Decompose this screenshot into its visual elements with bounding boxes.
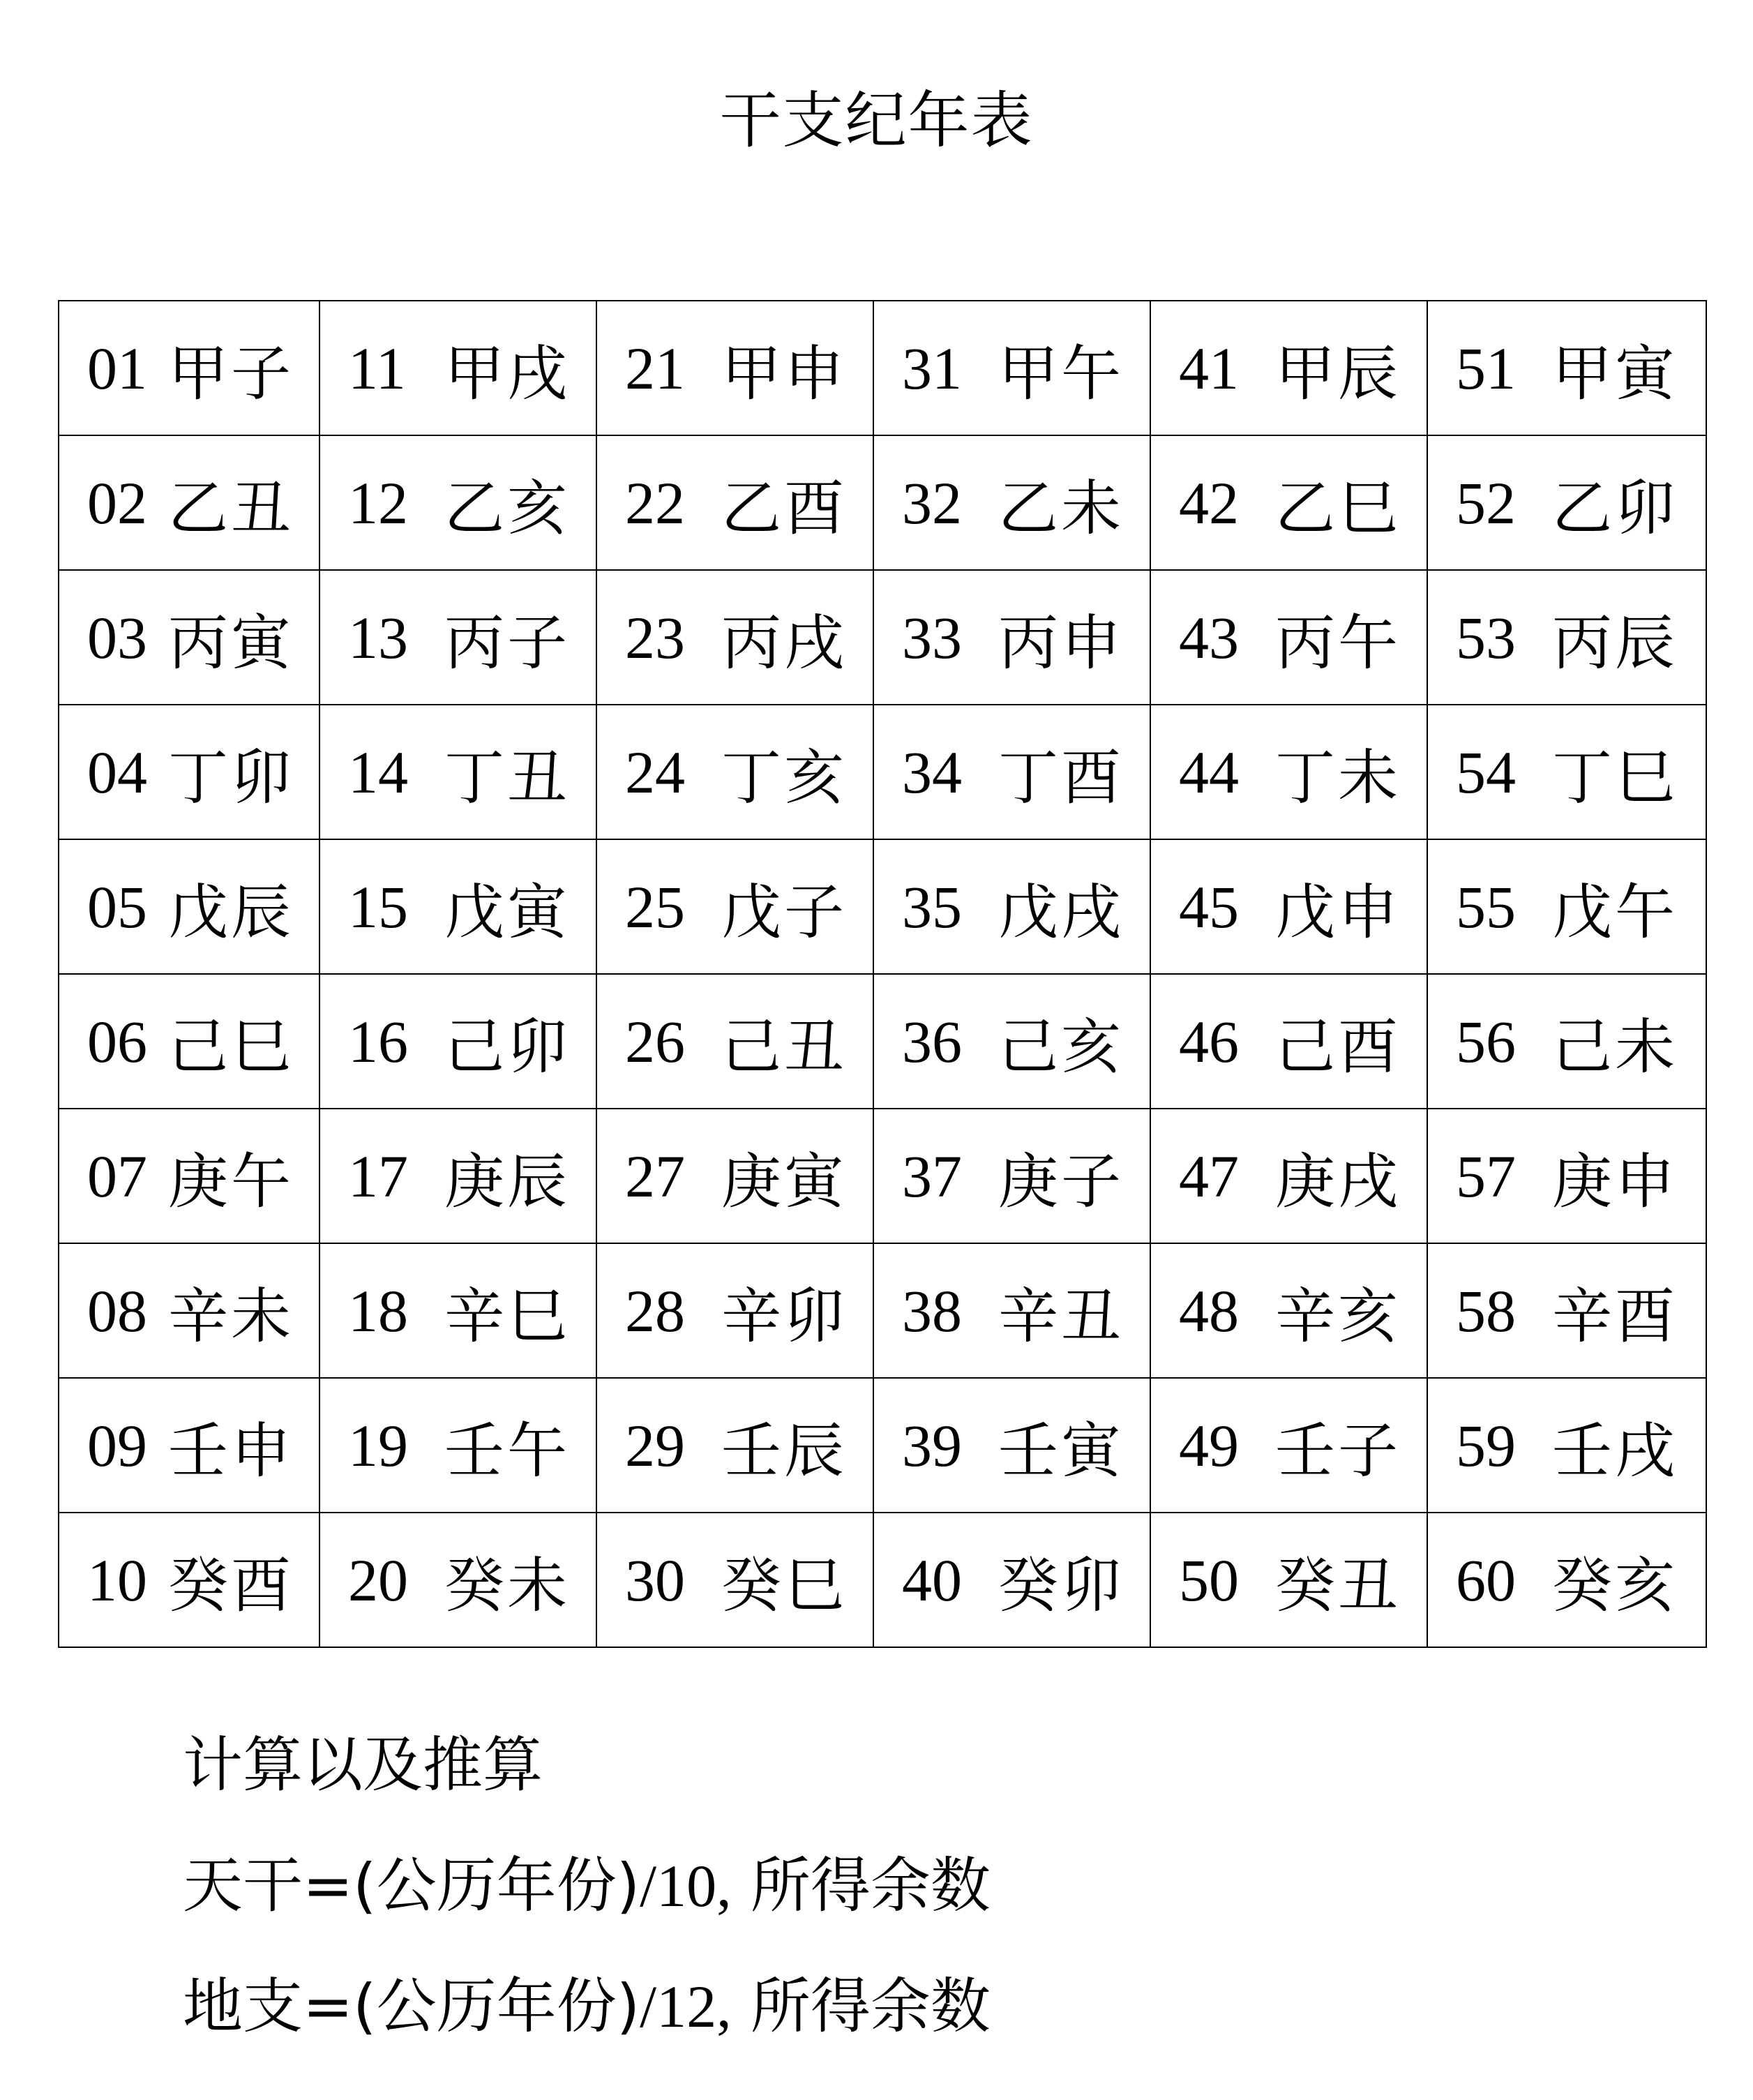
notes-heading: 计算以及推算	[183, 1730, 543, 1800]
ganzhi-name: 癸亥	[1552, 1550, 1678, 1621]
cell-content	[1428, 840, 1706, 973]
cell-content	[597, 975, 873, 1108]
table-row	[59, 570, 1706, 705]
ganzhi-name: 辛卯	[721, 1281, 847, 1351]
ganzhi-name: 丁未	[1275, 742, 1401, 813]
ganzhi-name: 庚戌	[1275, 1146, 1401, 1217]
tiangan-formula-prefix: 天干=(公历年份)	[183, 1851, 640, 1921]
cycle-number: 22	[625, 469, 685, 537]
cycle-number: 41	[1179, 334, 1239, 402]
cell-content	[874, 840, 1150, 973]
cycle-number: 44	[1179, 738, 1239, 806]
cell-content	[59, 1244, 319, 1377]
cycle-number: 55	[1456, 873, 1516, 940]
table-cell	[1427, 1513, 1706, 1647]
table-cell	[873, 974, 1150, 1109]
ganzhi-name: 乙卯	[1552, 473, 1678, 543]
cycle-number: 06	[87, 1007, 147, 1075]
cycle-number: 45	[1179, 873, 1239, 940]
table-cell	[1427, 570, 1706, 705]
cycle-number: 11	[348, 334, 406, 402]
cycle-number: 23	[625, 603, 685, 671]
cycle-number: 29	[625, 1411, 685, 1479]
cycle-number: 37	[902, 1142, 962, 1210]
cell-content	[1151, 1513, 1427, 1647]
cycle-number: 13	[348, 603, 408, 671]
ganzhi-name: 丙子	[444, 608, 570, 678]
table-cell	[319, 1513, 596, 1647]
ganzhi-name: 壬申	[168, 1416, 294, 1486]
table-row	[59, 1513, 1706, 1647]
table-cell	[319, 974, 596, 1109]
cell-content	[1151, 436, 1427, 569]
cycle-number: 43	[1179, 603, 1239, 671]
cell-content	[59, 301, 319, 435]
table-cell	[596, 570, 873, 705]
cycle-number: 50	[1179, 1546, 1239, 1614]
ganzhi-name: 丁卯	[168, 742, 294, 813]
cell-content	[1151, 1244, 1427, 1377]
table-cell	[59, 570, 319, 705]
table-cell	[319, 1243, 596, 1378]
cell-content	[597, 571, 873, 704]
ganzhi-name: 庚子	[998, 1146, 1124, 1217]
cell-content	[59, 571, 319, 704]
cell-content	[1428, 436, 1706, 569]
cycle-number: 02	[87, 469, 147, 537]
cell-content	[597, 840, 873, 973]
cell-content	[597, 1109, 873, 1243]
table-row	[59, 974, 1706, 1109]
cycle-number: 07	[87, 1142, 147, 1210]
table-cell	[1150, 301, 1427, 435]
table-cell	[596, 301, 873, 435]
ganzhi-name: 丁亥	[721, 742, 847, 813]
cell-content	[597, 301, 873, 435]
dizhi-formula	[183, 1972, 991, 2041]
cell-content	[1151, 840, 1427, 973]
table-cell	[59, 301, 319, 435]
cell-content	[1151, 1109, 1427, 1243]
ganzhi-name: 辛亥	[1275, 1281, 1401, 1351]
table-cell	[1427, 1109, 1706, 1243]
cycle-number: 54	[1456, 738, 1516, 806]
table-row	[59, 301, 1706, 435]
ganzhi-name: 丙申	[998, 608, 1124, 678]
cell-content	[59, 975, 319, 1108]
table-cell	[1427, 435, 1706, 570]
cycle-number: 01	[87, 334, 147, 402]
cycle-number: 14	[348, 738, 408, 806]
page-title: 干支纪年表	[719, 84, 1034, 156]
cell-content	[1428, 705, 1706, 839]
cycle-number: 21	[625, 334, 685, 402]
cell-content	[1428, 1109, 1706, 1243]
cycle-number: 27	[625, 1142, 685, 1210]
cell-content	[874, 1109, 1150, 1243]
cell-content	[1428, 571, 1706, 704]
table-cell	[1150, 974, 1427, 1109]
table-cell	[873, 1378, 1150, 1513]
cycle-number: 26	[625, 1007, 685, 1075]
cell-content	[320, 1513, 596, 1647]
table-cell	[873, 301, 1150, 435]
cycle-number: 42	[1179, 469, 1239, 537]
dizhi-formula-prefix: 地支=(公历年份)	[183, 1972, 640, 2041]
cell-content	[1151, 705, 1427, 839]
cell-content	[874, 1379, 1150, 1512]
ganzhi-name: 丙午	[1275, 608, 1401, 678]
cycle-number: 18	[348, 1277, 408, 1344]
cycle-number: 40	[902, 1546, 962, 1614]
cycle-number: 30	[625, 1546, 685, 1614]
table-cell	[596, 1109, 873, 1243]
cycle-number: 16	[348, 1007, 408, 1075]
cell-content	[320, 1244, 596, 1377]
ganzhi-name: 戊戌	[998, 877, 1124, 947]
cell-content	[597, 705, 873, 839]
ganzhi-name: 丙戌	[721, 608, 847, 678]
cycle-number: 19	[348, 1411, 408, 1479]
cycle-number: 58	[1456, 1277, 1516, 1344]
table-body	[59, 301, 1706, 1647]
ganzhi-name: 癸酉	[168, 1550, 294, 1621]
ganzhi-name: 丙辰	[1552, 608, 1678, 678]
table-cell	[319, 705, 596, 839]
table-cell	[1427, 839, 1706, 974]
cycle-number: 12	[348, 469, 408, 537]
cell-content	[1428, 1513, 1706, 1647]
table-cell	[1150, 1513, 1427, 1647]
table-cell	[1150, 570, 1427, 705]
table-row	[59, 705, 1706, 839]
cycle-number: 09	[87, 1411, 147, 1479]
ganzhi-name: 乙酉	[721, 473, 847, 543]
table-cell	[1150, 705, 1427, 839]
cycle-number: 33	[902, 603, 962, 671]
ganzhi-name: 癸卯	[998, 1550, 1124, 1621]
ganzhi-name: 甲申	[721, 338, 847, 409]
cell-content	[1151, 571, 1427, 704]
cell-content	[1428, 975, 1706, 1108]
cycle-number: 20	[348, 1546, 408, 1614]
cycle-number: 48	[1179, 1277, 1239, 1344]
cycle-number: 56	[1456, 1007, 1516, 1075]
ganzhi-name: 辛巳	[444, 1281, 570, 1351]
ganzhi-name: 庚申	[1552, 1146, 1678, 1217]
cycle-number: 31	[902, 334, 962, 402]
table-cell	[319, 570, 596, 705]
table-cell	[1427, 705, 1706, 839]
ganzhi-name: 乙亥	[444, 473, 570, 543]
table-row	[59, 1109, 1706, 1243]
cycle-number: 39	[902, 1411, 962, 1479]
cell-content	[320, 975, 596, 1108]
table-cell	[59, 839, 319, 974]
cell-content	[1428, 1379, 1706, 1512]
cycle-number: 47	[1179, 1142, 1239, 1210]
tiangan-formula-divisor: /10,	[640, 1852, 732, 1919]
cycle-number: 17	[348, 1142, 408, 1210]
table-cell	[596, 974, 873, 1109]
cell-content	[1151, 1379, 1427, 1512]
cell-content	[597, 1379, 873, 1512]
cell-content	[874, 436, 1150, 569]
cycle-number: 34	[902, 738, 962, 806]
cell-content	[59, 1513, 319, 1647]
table-cell	[1150, 839, 1427, 974]
ganzhi-name: 丁巳	[1552, 742, 1678, 813]
table-cell	[873, 839, 1150, 974]
ganzhi-name: 丁丑	[444, 742, 570, 813]
ganzhi-name: 戊子	[721, 877, 847, 947]
table-cell	[1150, 435, 1427, 570]
table-row	[59, 839, 1706, 974]
table-cell	[59, 1513, 319, 1647]
cycle-number: 15	[348, 873, 408, 940]
cell-content	[59, 1109, 319, 1243]
table-cell	[873, 1513, 1150, 1647]
table-cell	[1427, 301, 1706, 435]
cycle-number: 32	[902, 469, 962, 537]
table-cell	[59, 1243, 319, 1378]
cycle-number: 49	[1179, 1411, 1239, 1479]
table-cell	[873, 1243, 1150, 1378]
table-cell	[1427, 1378, 1706, 1513]
cycle-number: 04	[87, 738, 147, 806]
table-cell	[319, 435, 596, 570]
table-cell	[319, 1378, 596, 1513]
cycle-number: 46	[1179, 1007, 1239, 1075]
table-cell	[319, 301, 596, 435]
table-row	[59, 435, 1706, 570]
cell-content	[320, 1109, 596, 1243]
cell-content	[597, 1513, 873, 1647]
table-cell	[596, 1513, 873, 1647]
cycle-number: 36	[902, 1007, 962, 1075]
ganzhi-name: 癸巳	[721, 1550, 847, 1621]
cycle-number: 05	[87, 873, 147, 940]
table-cell	[873, 435, 1150, 570]
cell-content	[874, 1513, 1150, 1647]
cycle-number: 53	[1456, 603, 1516, 671]
ganzhi-name: 甲寅	[1552, 338, 1678, 409]
cycle-number: 08	[87, 1277, 147, 1344]
cell-content	[59, 840, 319, 973]
cell-content	[320, 840, 596, 973]
dizhi-formula-divisor: /12,	[640, 1973, 732, 2040]
cycle-number: 59	[1456, 1411, 1516, 1479]
table-cell	[873, 1109, 1150, 1243]
tiangan-formula	[183, 1851, 991, 1921]
ganzhi-name: 戊辰	[168, 877, 294, 947]
ganzhi-name: 辛酉	[1552, 1281, 1678, 1351]
table-cell	[1427, 974, 1706, 1109]
cycle-number: 28	[625, 1277, 685, 1344]
cycle-number: 38	[902, 1277, 962, 1344]
ganzhi-name: 癸未	[444, 1550, 570, 1621]
ganzhi-name: 甲子	[168, 338, 294, 409]
cell-content	[874, 975, 1150, 1108]
cell-content	[1151, 975, 1427, 1108]
ganzhi-name: 甲午	[998, 338, 1124, 409]
cycle-number: 25	[625, 873, 685, 940]
ganzhi-name: 辛丑	[998, 1281, 1124, 1351]
ganzhi-name: 己亥	[998, 1012, 1124, 1082]
ganzhi-name: 乙巳	[1275, 473, 1401, 543]
ganzhi-name: 庚辰	[444, 1146, 570, 1217]
cell-content	[320, 1379, 596, 1512]
cell-content	[59, 705, 319, 839]
table-cell	[1150, 1109, 1427, 1243]
cell-content	[597, 436, 873, 569]
ganzhi-name: 己卯	[444, 1012, 570, 1082]
table-cell	[59, 435, 319, 570]
cell-content	[597, 1244, 873, 1377]
table-row	[59, 1243, 1706, 1378]
cell-content	[874, 571, 1150, 704]
cell-content	[1428, 301, 1706, 435]
ganzhi-name: 己丑	[721, 1012, 847, 1082]
table-cell	[873, 570, 1150, 705]
ganzhi-name: 壬子	[1275, 1416, 1401, 1486]
ganzhi-name: 庚午	[168, 1146, 294, 1217]
table-cell	[873, 705, 1150, 839]
table-cell	[1150, 1243, 1427, 1378]
cell-content	[59, 436, 319, 569]
table-row	[59, 1378, 1706, 1513]
cycle-number: 60	[1456, 1546, 1516, 1614]
table-cell	[59, 1378, 319, 1513]
cell-content	[874, 705, 1150, 839]
table-cell	[596, 1378, 873, 1513]
ganzhi-name: 己巳	[168, 1012, 294, 1082]
cycle-number: 10	[87, 1546, 147, 1614]
cell-content	[320, 436, 596, 569]
ganzhi-name: 壬寅	[998, 1416, 1124, 1486]
cell-content	[874, 1244, 1150, 1377]
tiangan-formula-suffix: 所得余数	[731, 1851, 991, 1921]
table-cell	[596, 839, 873, 974]
cell-content	[874, 301, 1150, 435]
cell-content	[320, 301, 596, 435]
ganzhi-name: 丙寅	[168, 608, 294, 678]
table-cell	[1427, 1243, 1706, 1378]
cycle-number: 03	[87, 603, 147, 671]
ganzhi-name: 戊寅	[444, 877, 570, 947]
table-cell	[59, 974, 319, 1109]
cycle-number: 52	[1456, 469, 1516, 537]
table-cell	[596, 435, 873, 570]
cycle-number: 24	[625, 738, 685, 806]
ganzhi-name: 辛未	[168, 1281, 294, 1351]
table-cell	[1150, 1378, 1427, 1513]
ganzhi-name: 戊午	[1552, 877, 1678, 947]
ganzhi-name: 乙未	[998, 473, 1124, 543]
ganzhi-name: 壬午	[444, 1416, 570, 1486]
table-cell	[319, 1109, 596, 1243]
ganzhi-name: 壬辰	[721, 1416, 847, 1486]
cell-content	[1428, 1244, 1706, 1377]
ganzhi-name: 乙丑	[168, 473, 294, 543]
ganzhi-table	[58, 300, 1707, 1648]
cycle-number: 57	[1456, 1142, 1516, 1210]
ganzhi-name: 甲戌	[444, 338, 570, 409]
table-cell	[59, 705, 319, 839]
table-cell	[319, 839, 596, 974]
ganzhi-name: 丁酉	[998, 742, 1124, 813]
cycle-number: 51	[1456, 334, 1516, 402]
table-cell	[59, 1109, 319, 1243]
ganzhi-name: 癸丑	[1275, 1550, 1401, 1621]
ganzhi-name: 庚寅	[721, 1146, 847, 1217]
table-cell	[596, 705, 873, 839]
ganzhi-name: 甲辰	[1275, 338, 1401, 409]
table-cell	[596, 1243, 873, 1378]
cell-content	[320, 571, 596, 704]
ganzhi-name: 己未	[1552, 1012, 1678, 1082]
ganzhi-name: 己酉	[1275, 1012, 1401, 1082]
ganzhi-table-container	[58, 300, 1697, 1647]
ganzhi-name: 壬戌	[1552, 1416, 1678, 1486]
dizhi-formula-suffix: 所得余数	[731, 1972, 991, 2041]
cell-content	[1151, 301, 1427, 435]
cycle-number: 35	[902, 873, 962, 940]
ganzhi-name: 戊申	[1275, 877, 1401, 947]
cell-content	[320, 705, 596, 839]
cell-content	[59, 1379, 319, 1512]
